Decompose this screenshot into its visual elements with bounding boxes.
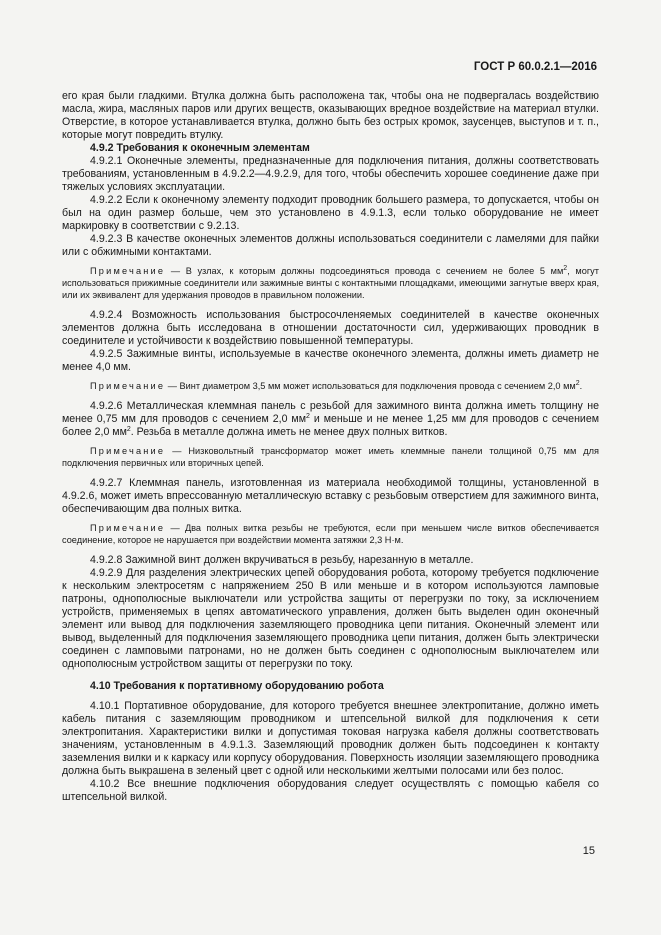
paragraph-4-9-2-3: 4.9.2.3 В качестве оконечных элементов должны использоваться соединители с ламелями для пайки или с обжимными контактами. [62,233,599,258]
document-body [62,90,599,804]
page-number: 15 [582,845,595,857]
note-label: Примечание [90,266,166,276]
paragraph-4-9-2-7: 4.9.2.7 Клеммная панель, изготовленная из материала необходимой толщины, установленной в 4.9.2.6, может иметь впрессованную металлическую вставку с резьбовым отверстием для зажимного винта, обеспечивающим два полных витка. [62,477,599,515]
paragraph-4-10-1: 4.10.1 Портативное оборудование, для которого требуется внешнее электропитание, должно иметь кабель питания с заземляющим проводником и штепсельной вилкой для подключения к сети электропитания. Характеристики вилки и допустимая токовая нагрузка кабеля должны соответствовать значениям, установленным в 4.9.1.3. Заземляющий проводник должен быть подсоединен к контакту заземления вилки и к каркасу или корпусу оборудования. Поверхность изоляции заземляющего проводника должна быть выкрашена в зеленый цвет с одной или несколькими желтыми полосами или без полос. [62,700,599,777]
paragraph-4-10-2: 4.10.2 Все внешние подключения оборудования следует осуществлять с помощью кабеля со штепсельной вилкой. [62,778,599,803]
document-code: ГОСТ Р 60.0.2.1—2016 [473,61,597,73]
paragraph-4-9-2-5: 4.9.2.5 Зажимные винты, используемые в качестве оконечного элемента, должны иметь диаметр не менее 4,0 мм. [62,348,599,373]
paragraph-4-9-2-2: 4.9.2.2 Если к оконечному элементу подходит проводник большего размера, то допускается, чтобы он был на один размер больше, чем это установлено в 4.9.1.3, если только оборудование не имеет маркировку в соответствии с 9.2.13. [62,194,599,232]
note-label: Примечание [90,381,166,391]
note-3: Примечание — Низковольтный трансформатор может иметь клеммные панели толщиной 0,75 мм для подключения первичных или вторичных цепей. [62,446,599,468]
paragraph-continuation: его края были гладкими. Втулка должна быть расположена так, чтобы она не подвергалась воздействию масла, жира, масляных паров или других веществ, оказывающих вредное воздействие на материал втулки. Отверстие, в которое устанавливается втулка, должно быть без острых кромок, заусенцев, выступов и т. п., которые могут повредить втулку. [62,90,599,141]
note-dash: — [167,381,177,391]
note-dash: — [170,266,181,276]
paragraph-4-9-2-1: 4.9.2.1 Оконечные элементы, предназначенные для подключения питания, должны соответствовать требованиям, установленным в 4.9.2.2—4.9.2.9, для того, чтобы обеспечить хорошее соединение даже при тяжелых условиях эксплуатации. [62,155,599,193]
note-dash: — [172,446,182,456]
note-1: Примечание — В узлах, к которым должны подсоединяться провода с сечением не более 5 $мм^2$, могут использоваться прижимные соединители или зажимные винты с контактными площадками, имеющими загнутые вверх края, или их эквивалент для удержания проводов в правильном положении. [62,265,599,300]
note-label: Примечание [90,446,166,456]
paragraph-4-9-2-9: 4.9.2.9 Для разделения электрических цепей оборудования робота, которому требуется подключение к нескольким электросетям с напряжением 250 В или меньше и в котором используются ламповые патроны, однополюсные выключатели или устройства защиты от перегрузки по току, за исключением устройств, применяемых в цепях автоматического управления, должен быть выделен один оконечный элемент или вывод для подключения заземляющего проводника цепи питания. Оконечный элемент или вывод, выделенный для подключения заземляющего проводника цепи питания, должен быть электрически соединен с ламповыми патронами, но не должен быть соединен с однополюсным выключателем или однополюсным устройством защиты от перегрузки по току. [62,567,599,670]
paragraph-4-9-2-6: 4.9.2.6 Металлическая клеммная панель с резьбой для зажимного винта должна иметь толщину не менее 0,75 мм для проводов с сечением 2,0 $мм^2$ и меньше и не менее 1,25 мм для проводов с сечением более 2,0 $мм^2$. Резьба в металле должна иметь не менее двух полных витков. [62,400,600,438]
paragraph-4-9-2-4: 4.9.2.4 Возможность использования быстросочленяемых соединителей в качестве оконечных элементов должна быть исследована в отношении достаточности сил, удерживающих проводник в соединителе и устойчивости к воздействию повышенной температуры. [62,309,599,347]
section-heading-4-10: 4.10 Требования к портативному оборудованию робота [90,680,384,692]
paragraph-4-9-2-8: 4.9.2.8 Зажимной винт должен вкручиваться в резьбу, нарезанную в металле. [90,554,474,566]
note-label: Примечание [90,523,166,533]
section-heading-4-9-2: 4.9.2 Требования к оконечным элементам [90,142,310,154]
note-dash: — [170,523,180,533]
note-2: Примечание — Винт диаметром 3,5 мм может использоваться для подключения провода с сечением 2,0 $мм^2$. [90,380,583,391]
note-4: Примечание — Два полных витка резьбы не требуются, если при меньшем числе витков обеспечивается соединение, которое не нарушается при воздействии момента затяжки 2,3 Н·м. [62,523,599,545]
